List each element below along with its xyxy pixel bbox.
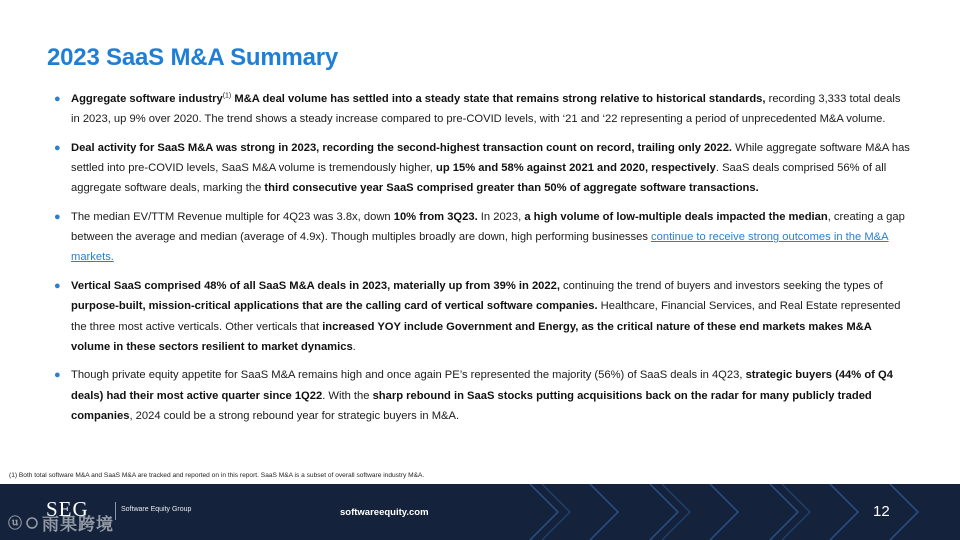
bold-text: strategic buyers (44% of Q4 deals) had their most active quarter since 1Q22 bbox=[71, 369, 893, 402]
bullet-dot-icon: ● bbox=[54, 280, 61, 293]
body-text: continuing the trend of buyers and investors seeking the types of bbox=[559, 280, 883, 293]
footer-bar bbox=[0, 484, 960, 540]
bold-text: purpose-built, mission-critical applications that are the calling card of vertical software companies. bbox=[71, 300, 598, 313]
bullet-item bbox=[52, 276, 910, 357]
svg-text:ⓤ: ⓤ bbox=[8, 515, 22, 531]
bold-text: third consecutive year SaaS comprised greater than 50% of aggregate software transactions. bbox=[264, 182, 759, 195]
bold-text: Vertical SaaS comprised 48% of all SaaS M&A deals in 2023, materially up from 39% in 2022, bbox=[71, 280, 560, 293]
bullet-dot-icon: ● bbox=[54, 369, 61, 382]
bullet-dot-icon: ● bbox=[54, 93, 61, 105]
body-text: Healthcare, Financial Services, and Real Estate represented the three most active verticals. Other verticals that bbox=[71, 300, 901, 333]
body-text: The median EV/TTM Revenue multiple for 4Q23 was 3.8x, down bbox=[71, 211, 394, 224]
body-text: Though private equity appetite for SaaS M&A remains high and once again PE’s represented the majority (56%) of SaaS deals in 4Q23, bbox=[71, 369, 746, 382]
bullet-dot-icon: ● bbox=[54, 211, 61, 224]
seg-logo: SEG bbox=[46, 497, 89, 521]
body-text: , 2024 could be a strong rebound year for strategic buyers in M&A. bbox=[129, 409, 460, 422]
body-text: In 2023, bbox=[477, 211, 525, 224]
footnote-marker: (1) bbox=[222, 92, 232, 100]
summary-bullet-list bbox=[52, 89, 910, 426]
bullet-dot-icon: ● bbox=[54, 141, 61, 154]
page-title: 2023 SaaS M&A Summary bbox=[47, 44, 339, 71]
bold-text: Aggregate software industry bbox=[71, 93, 223, 105]
website-link[interactable]: softwareequity.com bbox=[340, 507, 429, 518]
bold-text: up 15% and 58% against 2021 and 2020, respectively bbox=[436, 162, 716, 175]
body-text: . SaaS deals comprised 56% of all aggregate software deals, marking the bbox=[71, 162, 887, 195]
bullet-item bbox=[52, 138, 910, 199]
watermark-logo-icon bbox=[8, 514, 42, 532]
body-text: . bbox=[352, 340, 356, 353]
body-text: While aggregate software M&A has settled into pre-COVID levels, SaaS M&A volume is tremendously higher, bbox=[71, 141, 910, 175]
watermark-text: 雨果跨境 bbox=[42, 515, 114, 534]
bold-text: sharp rebound in SaaS stocks putting acquisitions back on the radar for many publicly traded companies bbox=[71, 389, 872, 422]
body-text: . With the bbox=[322, 389, 373, 402]
footnote: (1) Both total software M&A and SaaS M&A are tracked and reported on in this report. SaaS M&A is a subset of overall software industry M&A. bbox=[9, 472, 425, 479]
logo-divider bbox=[115, 502, 116, 520]
bullet-item bbox=[52, 365, 910, 426]
bold-text: Deal activity for SaaS M&A was strong in 2023, recording the second-highest transaction count on record, trailing only 2022. bbox=[71, 141, 733, 154]
bold-text: M&A deal volume has settled into a steady state that remains strong relative to historical standards, bbox=[231, 93, 766, 105]
body-text: recording 3,333 total deals in 2023, up 9% over 2020. The trend shows a steady increase compared to pre-COVID levels, with ‘21 and ‘22 representing a period of unprecedented M&A volume. bbox=[71, 93, 901, 126]
bullet-item bbox=[52, 89, 910, 129]
bullet-item bbox=[52, 207, 910, 268]
strong-outcomes-link[interactable]: continue to receive strong outcomes in the M&A markets. bbox=[71, 231, 889, 264]
page-number: 12 bbox=[873, 503, 890, 520]
bold-text: a high volume of low-multiple deals impacted the median bbox=[524, 211, 828, 224]
company-name: Software Equity Group bbox=[121, 506, 192, 513]
bold-text: increased YOY include Government and Energy, as the critical nature of these end markets makes M&A volume in these sectors resilient to market dynamics bbox=[71, 320, 872, 353]
body-text: , creating a gap between the average and median (average of 4.9x). Though multiples broadly are down, high performing businesses bbox=[71, 211, 905, 244]
bold-text: 10% from 3Q23. bbox=[393, 211, 478, 224]
